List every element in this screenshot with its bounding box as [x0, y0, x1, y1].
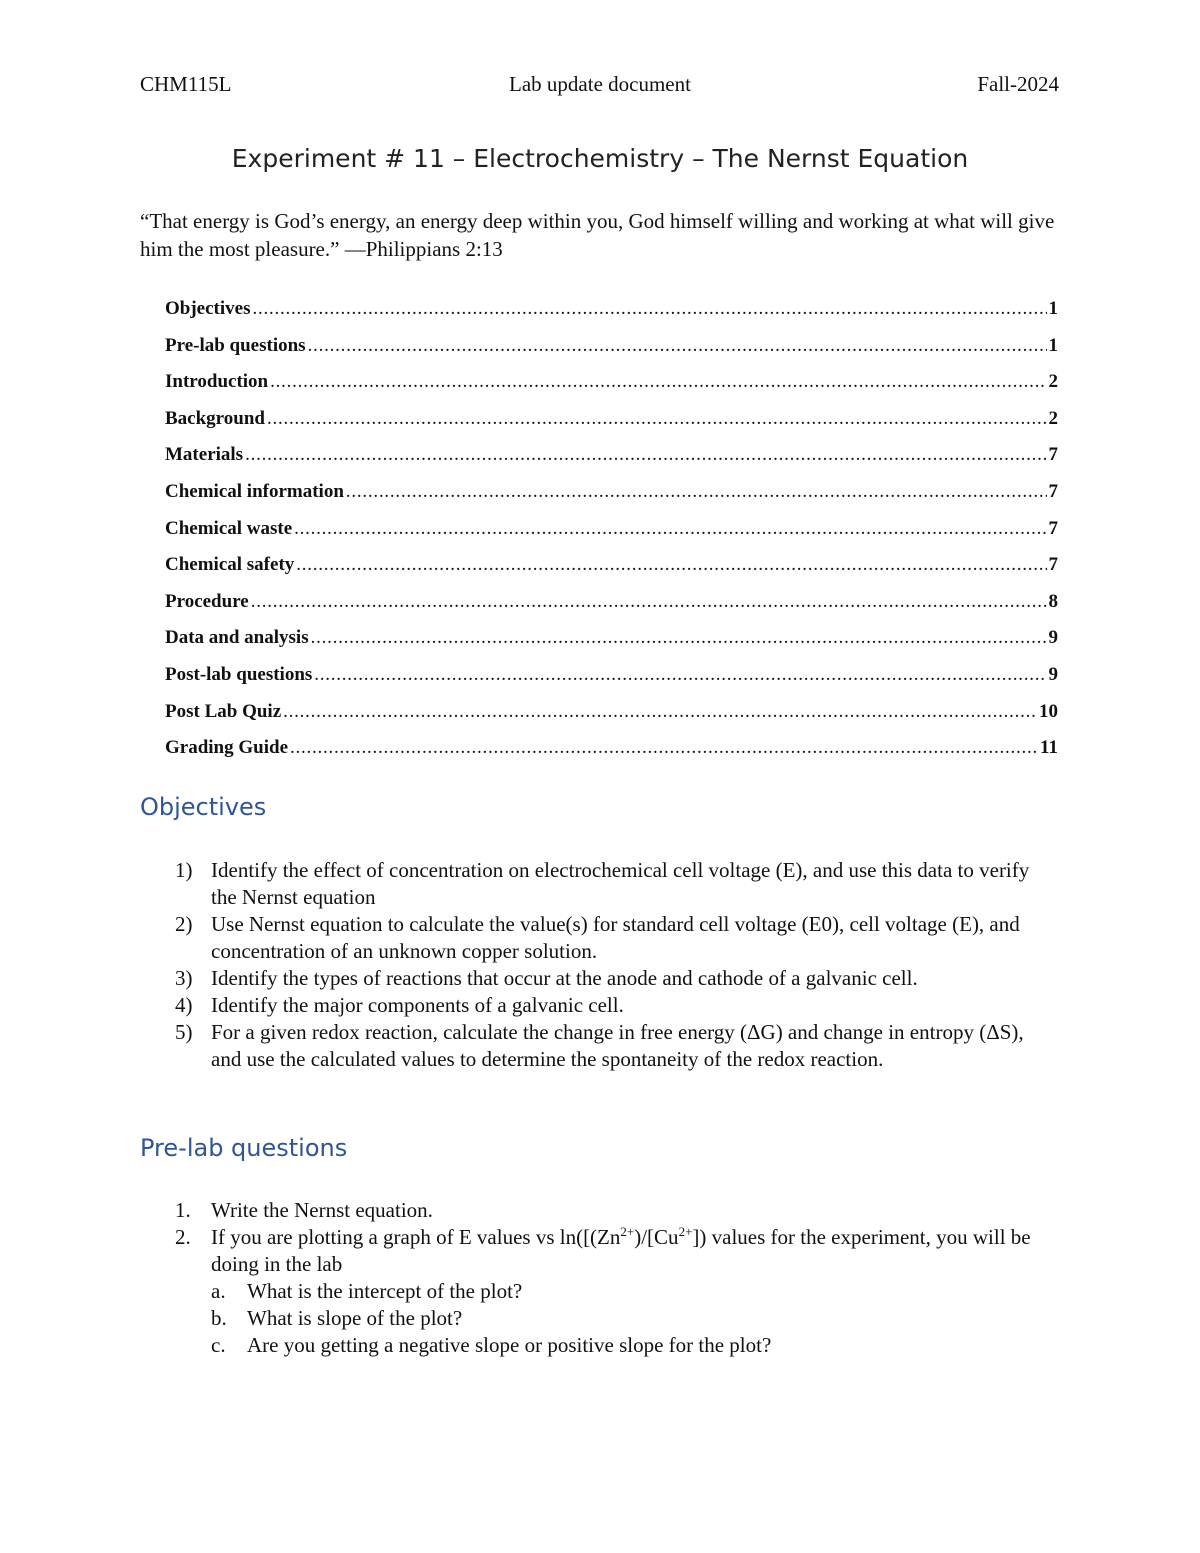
list-item: 2. If you are plotting a graph of E values vs $\ln([(Zn^{2+})/[Cu^{2+}])$ values for the experiment, you will be doing in the lab [175, 1224, 1031, 1276]
list-item: c. Are you getting a negative slope or positive slope for the plot? [211, 1333, 772, 1357]
toc-entry-post-lab-quiz[interactable]: Post Lab Quiz . . . 10 [165, 701, 1058, 738]
list-item: 1. Write the Nernst equation. [175, 1198, 433, 1222]
list-item: 3) Identify the types of reactions that occur at the anode and cathode of a galvanic cell. [175, 966, 918, 990]
list-item: 2) Use Nernst equation to calculate the value(s) for standard cell voltage (E0), cell voltage (E), and concentration of an unknown copper solution. [175, 912, 1020, 963]
list-item: b. What is slope of the plot? [211, 1306, 463, 1330]
header-center: Lab update document [509, 72, 691, 96]
toc-entry-pre-lab-questions[interactable]: Pre-lab questions . . . 1 [165, 335, 1058, 372]
toc-entry-chemical-waste[interactable]: Chemical waste . . . 7 [165, 518, 1058, 555]
toc-entry-background[interactable]: Background . . . 2 [165, 408, 1058, 445]
list-item: 1) Identify the effect of concentration on electrochemical cell voltage (E), and use this data to verify the Nernst equation [175, 858, 1030, 909]
table-of-contents [165, 298, 1058, 774]
list-item: a. What is the intercept of the plot? [211, 1279, 523, 1303]
objectives-list [175, 857, 1055, 1073]
toc-entry-chemical-information[interactable]: Chemical information . . . 7 [165, 481, 1058, 518]
toc-entry-chemical-safety[interactable]: Chemical safety . . . 7 [165, 554, 1058, 591]
prelab-sub-list [175, 1278, 1055, 1359]
header-term: Fall-2024 [977, 72, 1059, 96]
page-title: Experiment # 11 – Electrochemistry – The Nernst Equation [231, 144, 969, 173]
objectives-heading: Objectives [140, 793, 267, 821]
list-item: 4) Identify the major components of a galvanic cell. [175, 993, 624, 1017]
list-item: 5) For a given redox reaction, calculate the change in free energy (ΔG) and change in entropy (ΔS), and use the calculated values to determine the spontaneity of the redox reaction. [175, 1020, 1024, 1071]
sub-list-container [175, 1278, 1055, 1359]
toc-entry-materials[interactable]: Materials . . . 7 [165, 444, 1058, 481]
toc-entry-data-and-analysis[interactable]: Data and analysis . . . 9 [165, 627, 1058, 664]
toc-entry-introduction[interactable]: Introduction . . . 2 [165, 371, 1058, 408]
toc-entry-objectives[interactable]: Objectives . . . 1 [165, 298, 1058, 335]
toc-entry-post-lab-questions[interactable]: Post-lab questions . . . 9 [165, 664, 1058, 701]
scripture-quote: “That energy is God’s energy, an energy deep within you, God himself willing and working at what will give him the most pleasure.” —Philippians 2:13 [140, 209, 1055, 261]
prelab-list [175, 1197, 1055, 1359]
prelab-heading: Pre-lab questions [140, 1134, 348, 1162]
header-course: CHM115L [140, 72, 232, 96]
toc-entry-grading-guide[interactable]: Grading Guide . . . 11 [165, 737, 1058, 774]
toc-entry-procedure[interactable]: Procedure . . . 8 [165, 591, 1058, 628]
